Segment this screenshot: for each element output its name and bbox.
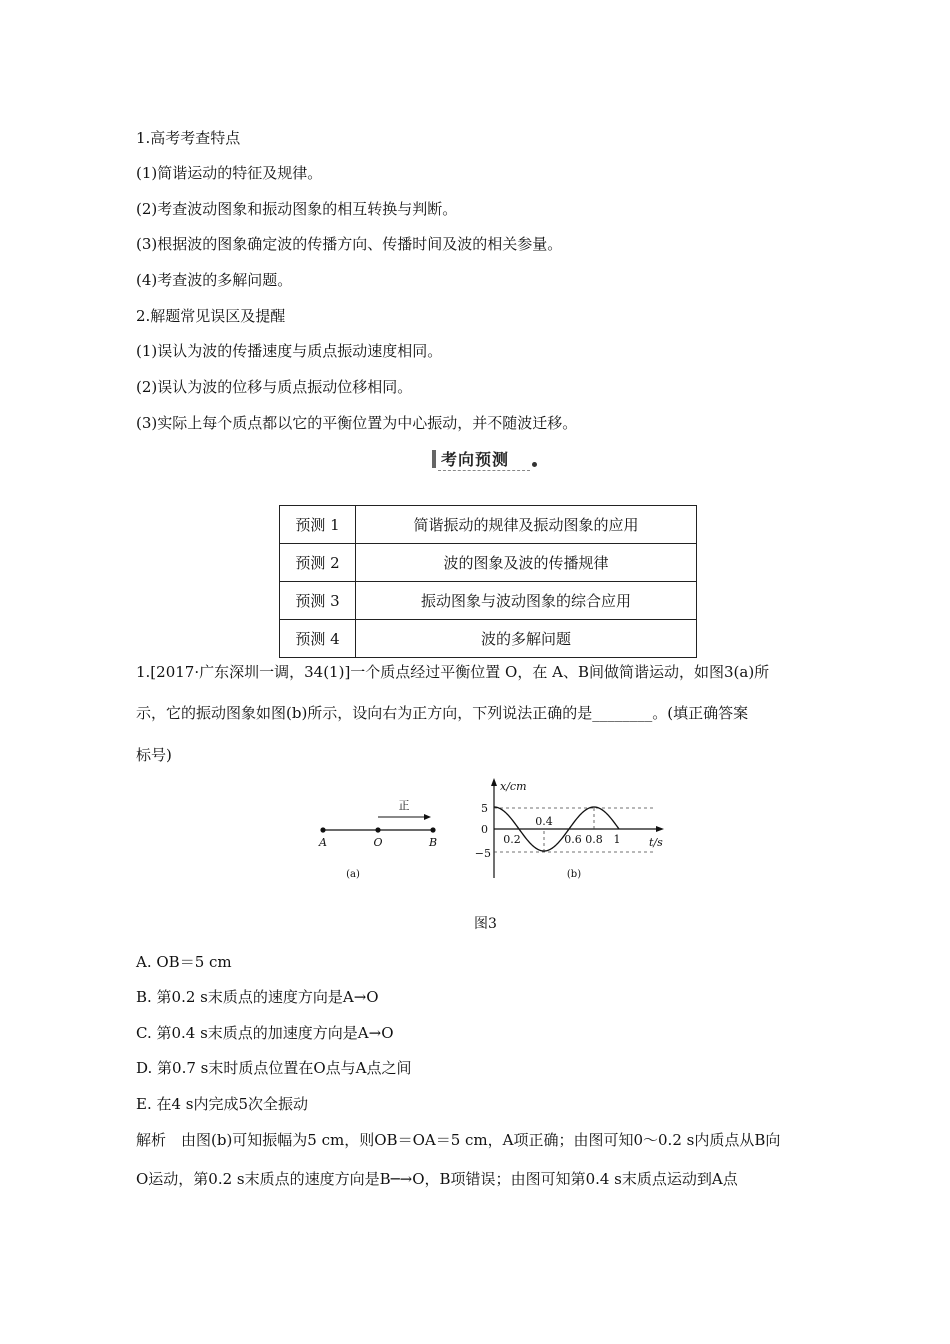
section1-title: 1.高考考查特点 (136, 129, 241, 147)
table-cell-label: 预测 4 (280, 620, 356, 658)
section2-item-3: (3)实际上每个质点都以它的平衡位置为中心振动，并不随波迁移。 (136, 414, 578, 432)
y-tick-neg5: −5 (474, 847, 491, 860)
table-cell-content: 简谐振动的规律及振动图象的应用 (356, 506, 697, 544)
x-axis-arrow-icon (656, 826, 664, 832)
figure-a (318, 799, 437, 880)
caption-b: (b) (566, 869, 582, 880)
table-cell-content: 波的多解问题 (356, 620, 697, 658)
table-cell-label: 预测 2 (280, 544, 356, 582)
analysis-line-1: 解析 由图(b)可知振幅为5 cm，则OB＝OA＝5 cm，A项正确；由图可知0～0.2 s内质点从B向 (136, 1131, 781, 1149)
x-tick-0.4: 0.4 (535, 815, 553, 828)
point-a-dot (320, 827, 325, 832)
table-cell-content: 波的图象及波的传播规律 (356, 544, 697, 582)
section2-item-1: (1)误认为波的传播速度与质点振动速度相同。 (136, 342, 443, 360)
section-heading-text: 考向预测 (441, 450, 510, 469)
section2-title: 2.解题常见误区及提醒 (136, 307, 286, 325)
x-tick-0.8: 0.8 (585, 833, 603, 846)
x-axis-label: t/s (649, 836, 663, 849)
section1-item-1: (1)简谐运动的特征及规律。 (136, 164, 323, 182)
section2-item-2: (2)误认为波的位移与质点振动位移相同。 (136, 378, 413, 396)
question-line-1: 1.[2017·广东深圳一调，34(1)]一个质点经过平衡位置 O，在 A、B间做简谐运动，如图3(a)所 (136, 663, 770, 681)
label-o: O (373, 836, 383, 849)
x-tick-1: 1 (613, 833, 621, 846)
section1-item-2: (2)考查波动图象和振动图象的相互转换与判断。 (136, 200, 458, 218)
label-b: B (428, 836, 438, 849)
section1-item-4: (4)考查波的多解问题。 (136, 271, 293, 289)
option-a: A. OB＝5 cm (136, 953, 232, 971)
caption-a: (a) (346, 869, 360, 880)
option-c: C. 第0.4 s末质点的加速度方向是A→O (136, 1024, 394, 1042)
x-tick-0.6: 0.6 (564, 833, 582, 846)
point-b-dot (430, 827, 435, 832)
arrow-label: 正 (398, 799, 410, 812)
question-line-3: 标号) (136, 746, 172, 764)
y-axis-arrow-icon (491, 778, 497, 786)
y-tick-0: 0 (481, 823, 488, 836)
option-e: E. 在4 s内完成5次全振动 (136, 1095, 309, 1113)
arrowhead-icon (424, 814, 431, 820)
section1-item-3: (3)根据波的图象确定波的传播方向、传播时间及波的相关参量。 (136, 235, 563, 253)
analysis-line-2: O运动，第0.2 s末质点的速度方向是B─→O，B项错误；由图可知第0.4 s末质点运动到A点 (136, 1170, 738, 1188)
table-cell-content: 振动图象与波动图象的综合应用 (356, 582, 697, 620)
y-axis-label: x/cm (500, 780, 527, 793)
x-tick-0.2: 0.2 (503, 833, 521, 846)
y-tick-5: 5 (481, 802, 488, 815)
table-cell-label: 预测 1 (280, 506, 356, 544)
label-a: A (319, 836, 327, 849)
option-d: D. 第0.7 s末时质点位置在O点与A点之间 (136, 1059, 412, 1077)
option-b: B. 第0.2 s末质点的速度方向是A→O (136, 988, 379, 1006)
question-line-2: 示，它的振动图象如图(b)所示，设向右为正方向，下列说法正确的是________。(填正确答案 (136, 704, 749, 722)
table-cell-label: 预测 3 (280, 582, 356, 620)
point-o-dot (375, 827, 380, 832)
figure-caption: 图3 (474, 916, 497, 932)
figure-b-chart (475, 778, 664, 880)
